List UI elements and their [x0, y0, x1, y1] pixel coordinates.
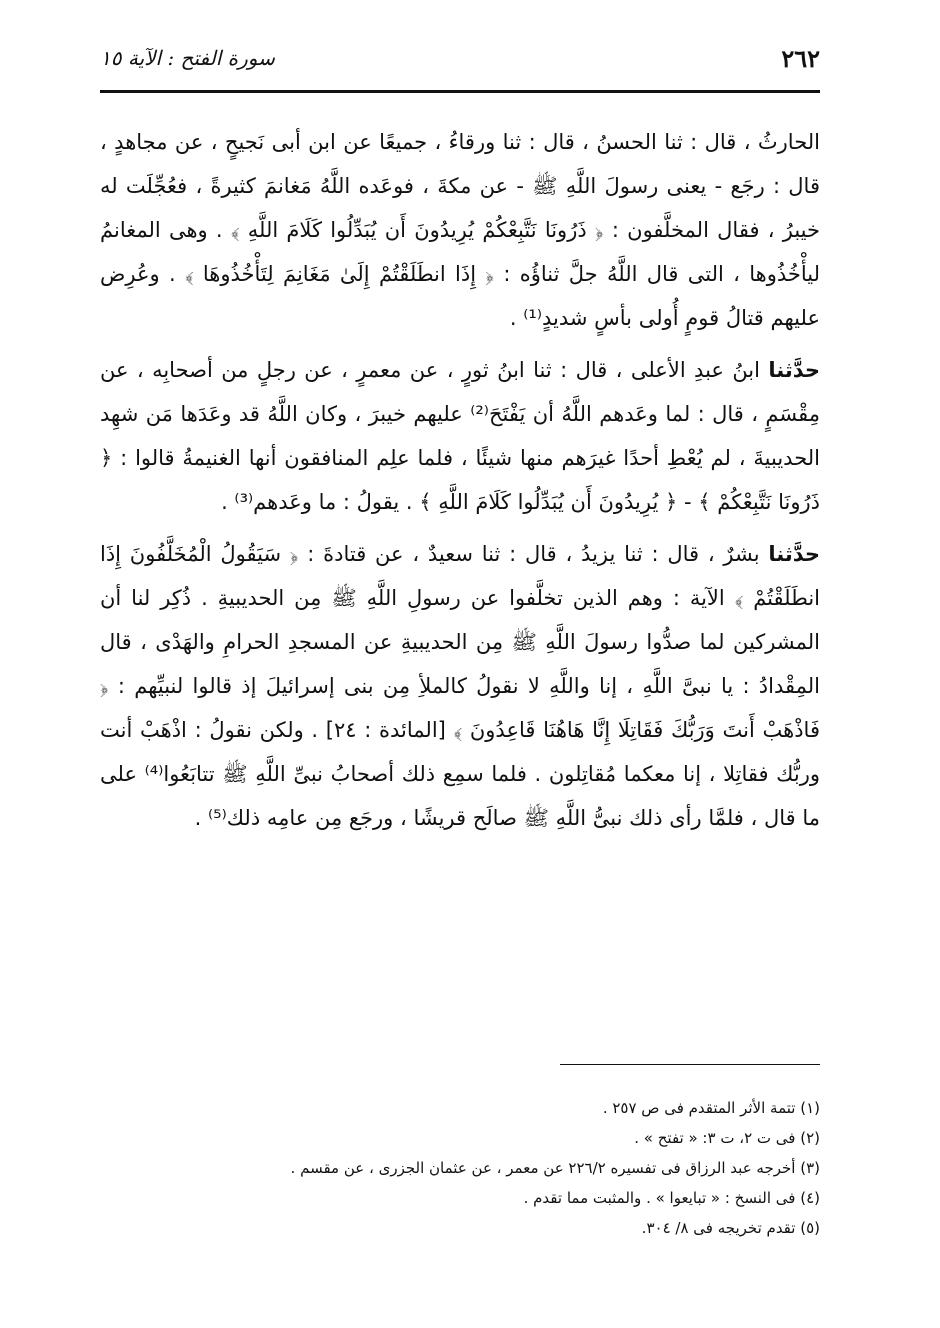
footnotes [100, 1093, 820, 1243]
footnote: (١) تتمة الأثر المتقدم فى ص ٢٥٧ . [602, 1099, 820, 1117]
paragraph-lead: حدَّثنا [768, 542, 820, 566]
page-number: ٢٦٢ [781, 43, 820, 73]
paragraph-lead: حدَّثنا [768, 358, 821, 382]
footnote: (٣) أخرجه عبد الرزاق فى تفسيره ٢٢٦/٢ عن معمر ، عن عثمان الجزرى ، عن مقسم . [290, 1159, 820, 1177]
paragraph [100, 348, 820, 524]
header-divider [100, 90, 820, 93]
footnote-divider [560, 1064, 820, 1065]
main-text [100, 120, 820, 848]
footnote: (٢) فى ت ٢، ت ٣: « تفتح » . [634, 1129, 820, 1147]
footnote: (٥) تقدم تخريجه فى ٨/ ٣٠٤. [641, 1219, 820, 1237]
paragraph [100, 120, 820, 340]
paragraph-text: الحارثُ ، قال : ثنا الحسنُ ، قال : ثنا ورقاءُ ، جميعًا عن ابن أبى نَجيحٍ ، عن مجاهدٍ ، قال : رجَع - يعنى رسولَ اللَّهِ ﷺ - عن مكةَ ، فوعَده اللَّهُ مَغانمَ كثيرةً ، فعُجِّلَت له خيبرُ ، فقال المخلَّفون : ﴿ ذَرُونَا نَتَّبِعْكُمْ يُرِيدُونَ أَن يُبَدِّلُوا كَلَامَ اللَّهِ ﴾ . وهى المغانمُ ليأْخُذُوها ، التى قال اللَّهُ جلَّ ثناؤُه : ﴿ إِذَا انطَلَقْتُمْ إِلَىٰ مَغَانِمَ لِتَأْخُذُوهَا ﴾ . وعُرِض عليهم قتالُ قومٍ أُولى بأسٍ شديدٍ⁽¹⁾ . [100, 130, 820, 330]
paragraph-text: بشرٌ ، قال : ثنا يزيدُ ، قال : ثنا سعيدٌ ، عن قتادةَ : ﴿ سَيَقُولُ الْمُخَلَّفُونَ إِذَا انطَلَقْتُمْ ﴾ الآية : وهم الذين تخلَّفوا عن رسولِ اللَّهِ ﷺ مِن الحديبيةِ . ذُكِر لنا أن المشركين لما صدُّوا رسولَ اللَّهِ ﷺ مِن الحديبيةِ عن المسجدِ الحرامِ والهَدْى ، قال المِقْدادُ : يا نبىَّ اللَّهِ ، إنا واللَّهِ لا نقولُ كالملأِ مِن بنى إسرائيلَ إذ قالوا لنبيِّهم : ﴿ فَاذْهَبْ أَنتَ وَرَبُّكَ فَقَاتِلَا إِنَّا هَاهُنَا قَاعِدُونَ ﴾ [المائدة : ٢٤] . ولكن نقولُ : اذْهَبْ أنت وربُّك فقاتِلا ، إنا معكما مُقاتِلون . فلما سمِع ذلك أصحابُ نبىِّ اللَّهِ ﷺ تتابَعُوا⁽⁴⁾ على ما قال ، فلمَّا رأى ذلك نبىُّ اللَّهِ ﷺ صالَح قريشًا ، ورجَع مِن عامِه ذلك⁽⁵⁾ . [100, 542, 820, 830]
paragraph-text: ابنُ عبدِ الأعلى ، قال : ثنا ابنُ ثورٍ ، عن معمرٍ ، عن رجلٍ من أصحابِه ، عن مِقْسَمٍ ، قال : لما وعَدهم اللَّهُ أن يَفْتَحَ⁽²⁾ عليهم خيبرَ ، وكان اللَّهُ قد وعَدَها مَن شهِد الحديبيةَ ، لم يُعْطِ أحدًا غيرَهم منها شيئًا ، فلما علِم المنافقون أنها الغنيمةُ قالوا : ﴿ ذَرُونَا نَتَّبِعْكُمْ ﴾ - ﴿ يُرِيدُونَ أَن يُبَدِّلُوا كَلَامَ اللَّهِ ﴾ . يقولُ : ما وعَدهم⁽³⁾ . [100, 358, 820, 514]
page-header [100, 38, 820, 78]
footnote: (٤) فى النسخ : « تبايعوا » . والمثبت مما تقدم . [523, 1189, 820, 1207]
running-title: سورة الفتح : الآية ١٥ [100, 46, 275, 70]
paragraph [100, 532, 820, 840]
